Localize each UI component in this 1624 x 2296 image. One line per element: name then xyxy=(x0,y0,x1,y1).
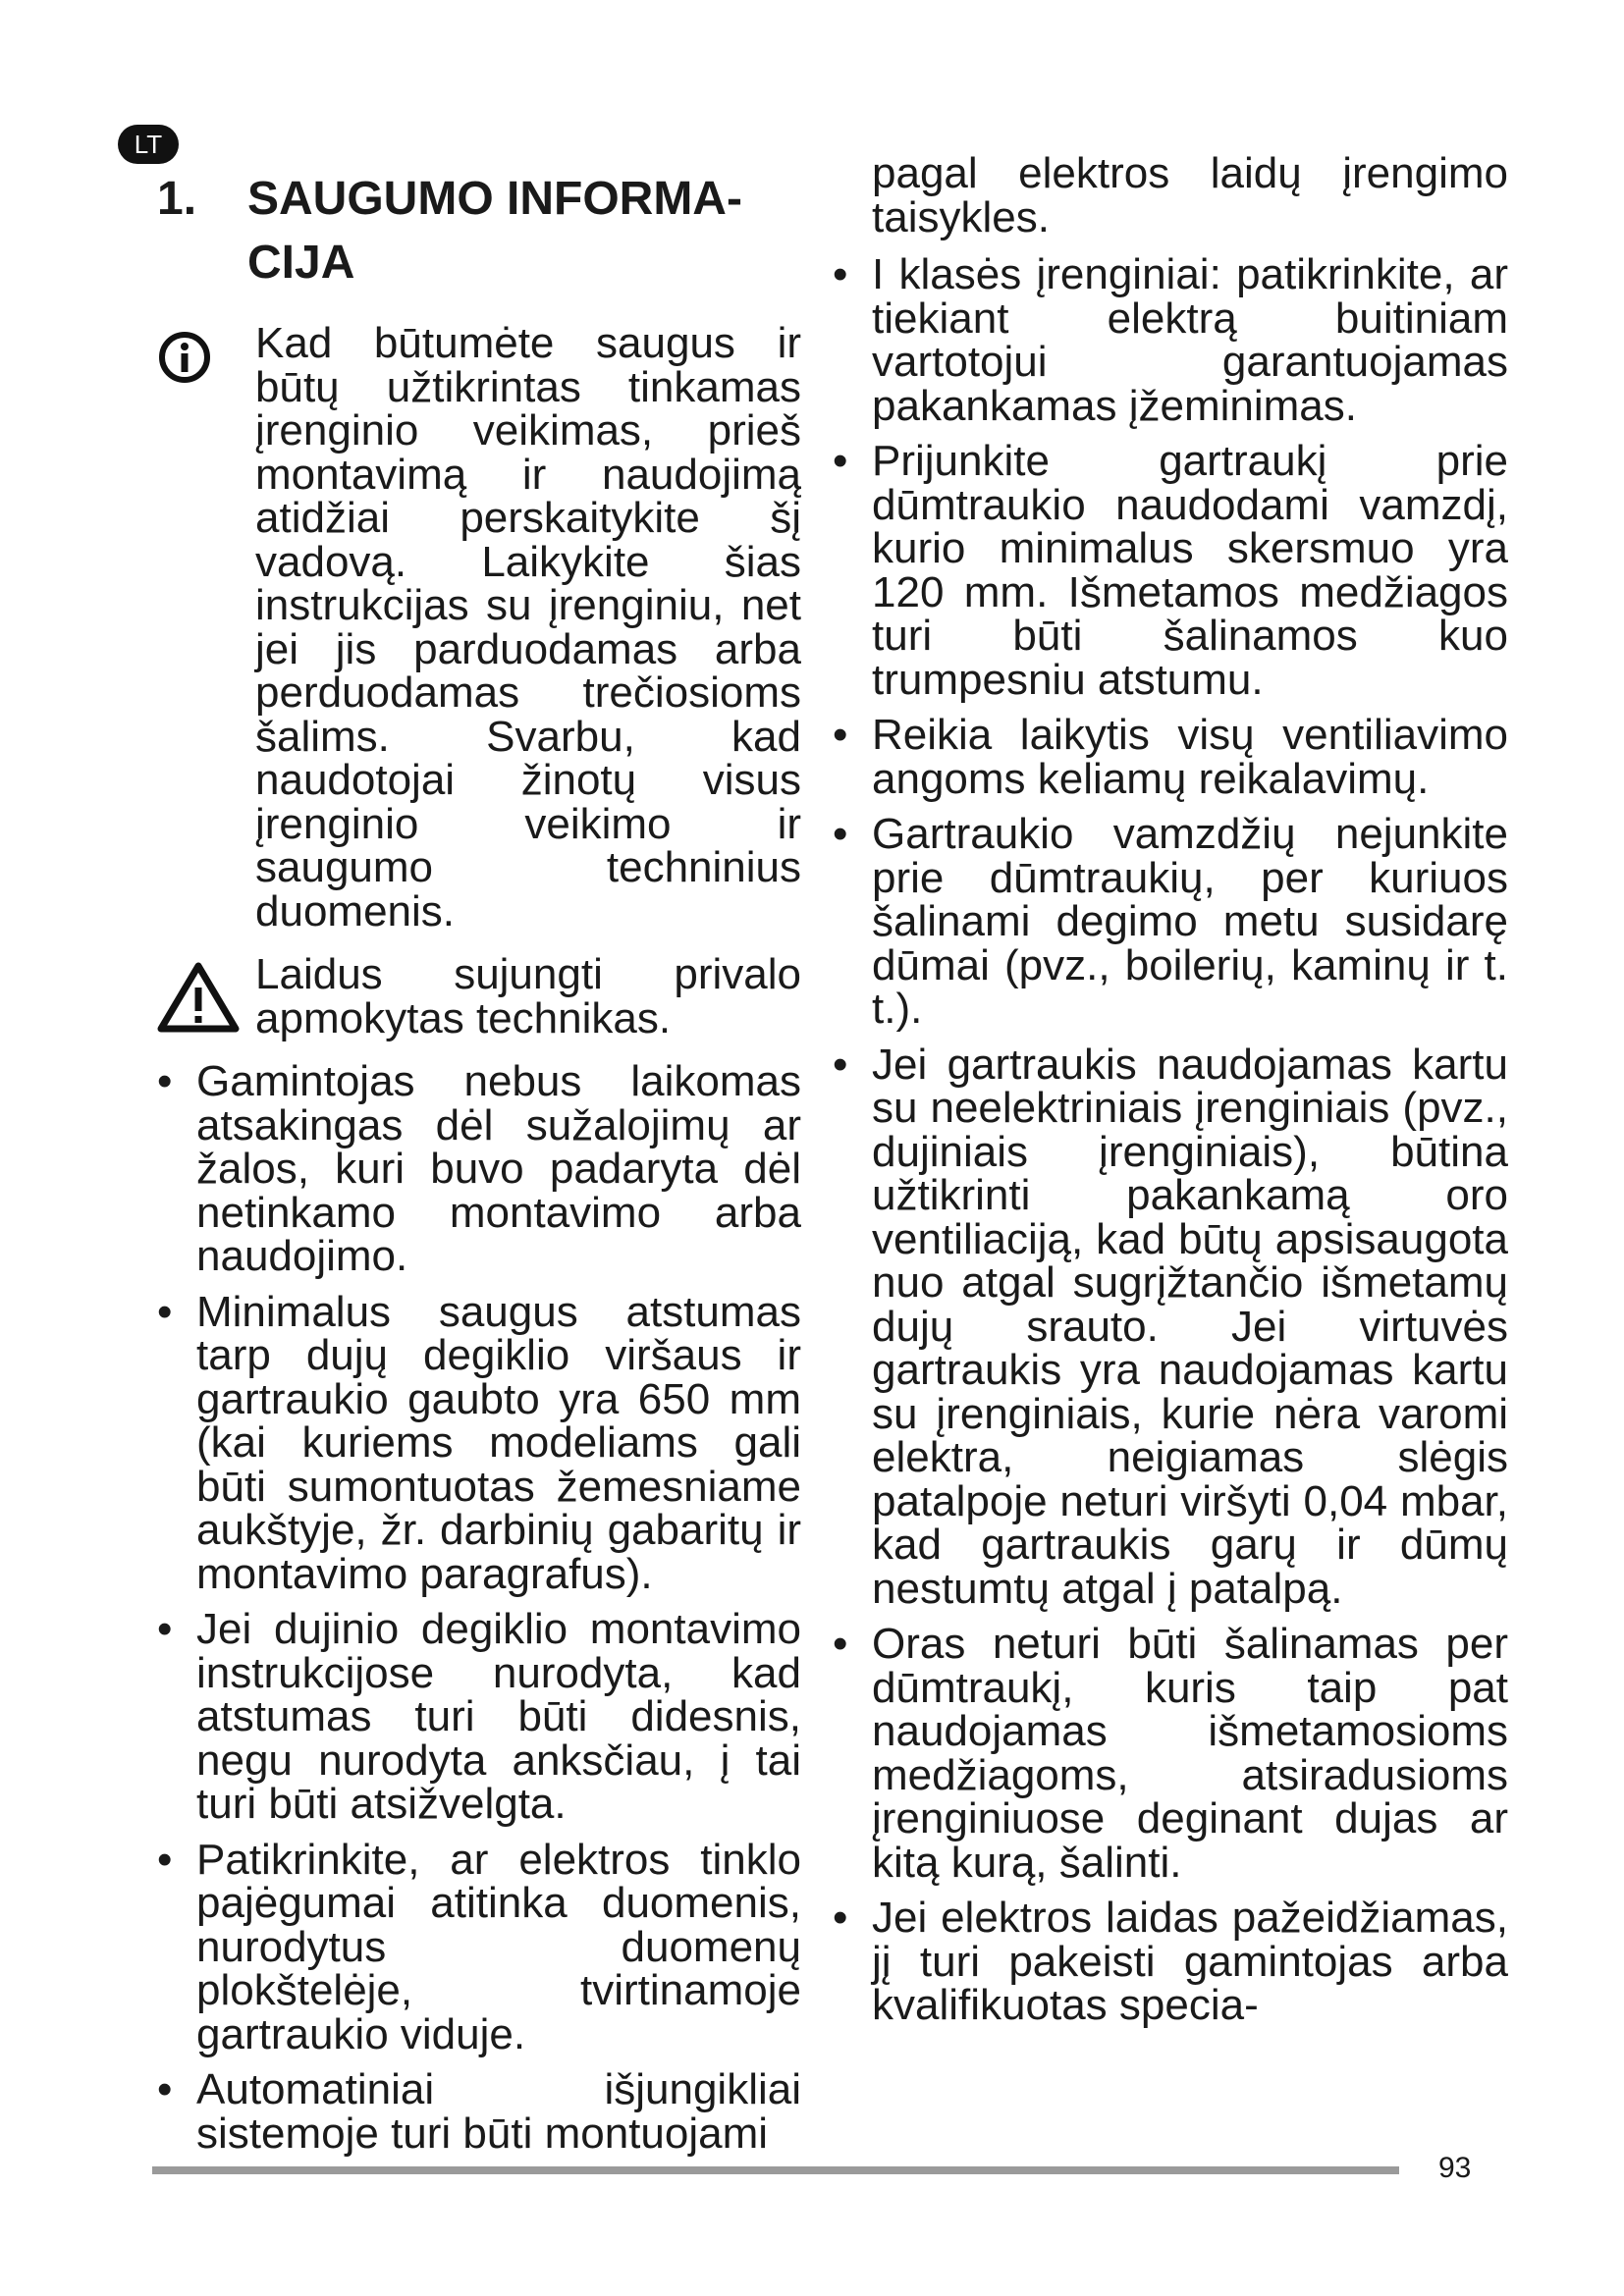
list-item: • I klasės įrenginiai: patikrinkite, ar tiekiant elektrą buitiniam vartotojui garantuojamas pakankamas įžeminimas. xyxy=(833,253,1508,428)
right-column xyxy=(833,149,1508,2040)
list-item: • Oras neturi būti šalinamas per dūmtraukį, kuris taip pat naudojamas išmetamosioms medžiagoms, atsiradusioms įrenginiuose deginant dujas ar kitą kurą, šalinti. xyxy=(833,1623,1508,1885)
warning-icon xyxy=(157,961,240,1042)
right-bullet-list xyxy=(833,250,1508,2029)
list-item: • Jei elektros laidas pažeidžiamas, jį turi pakeisti gamintojas arba kvalifikuotas specia- xyxy=(833,1896,1508,2028)
list-item: • Gartraukio vamzdžių nejunkite prie dūmtraukių, per kuriuos šalinami degimo metu susidarę dūmai (pvz., boilerių, kaminų ir t. t.). xyxy=(833,813,1508,1032)
section-title-line1: SAUGUMO INFORMA- xyxy=(247,173,742,225)
left-column xyxy=(157,167,801,2167)
list-item: • Jei gartraukis naudojamas kartu su neelektriniais įrenginiais (pvz., dujiniais įrenginiais), būtina užtikrinti pakankamą oro ventiliaciją, kad būtų apsisaugota nuo atgal sugrįžtančio išmetamų dujų srauto. Jei virtuvės gartraukis yra naudojamas kartu su įrenginiais, kurie nėra varomi elektra, neigiamas slėgis patalpoje neturi viršyti 0,04 mbar, kad gartraukis garų ir dūmų nestumtų atgal į patalpą. xyxy=(833,1043,1508,1612)
list-item: • Patikrinkite, ar elektros tinklo pajėgumai atitinka duomenis, nurodytus duomenų plokštelėje, tvirtinamoje gartraukio viduje. xyxy=(157,1839,801,2057)
section-title-line2: CIJA xyxy=(247,237,355,289)
list-item: • Gamintojas nebus laikomas atsakingas dėl sužalojimų ar žalos, kuri buvo padaryta dėl netinkamo montavimo arba naudojimo. xyxy=(157,1060,801,1279)
list-item: • Automatiniai išjungikliai sistemoje turi būti montuojami xyxy=(157,2068,801,2156)
section-title xyxy=(157,167,801,294)
warning-note xyxy=(157,950,801,1042)
language-badge: LT xyxy=(118,125,179,164)
page-number: 93 xyxy=(1438,2152,1472,2184)
list-item: • Reikia laikytis visų ventiliavimo angoms keliamų reikalavimų. xyxy=(833,714,1508,801)
info-note-text: Kad būtumėte saugus ir būtų užtikrintas tinkamas įrenginio veikimas, prieš montavimą ir naudojimą atidžiai perskaitykite šį vadovą. Laikykite šias instrukcijas su įrenginiu, net jei jis parduodamas arba perduodamas trečiosioms šalims. Svarbu, kad naudotojai žinotų visus įrenginio veikimo ir saugumo techninius duomenis. xyxy=(255,319,801,935)
continued-text: pagal elektros laidų įrengimo taisykles. xyxy=(872,149,1508,241)
footer-divider xyxy=(152,2166,1399,2174)
section-number: 1. xyxy=(157,173,197,225)
info-icon xyxy=(157,330,212,394)
list-item: • Prijunkite gartraukį prie dūmtraukio naudodami vamzdį, kurio minimalus skersmuo yra 120 mm. Išmetamos medžiagos turi būti šalinamos kuo trumpesniu atstumu. xyxy=(833,440,1508,702)
left-bullet-list xyxy=(157,1057,801,2158)
list-item: • Minimalus saugus atstumas tarp dujų degiklio viršaus ir gartraukio gaubto yra 650 mm (kai kuriems modeliams gali būti sumontuotas žemesniame aukštyje, žr. darbinių gabaritų ir montavimo paragrafus). xyxy=(157,1291,801,1597)
info-note xyxy=(157,319,801,935)
list-item: • Jei dujinio degiklio montavimo instrukcijose nurodyta, kad atstumas turi būti didesnis, negu nurodyta anksčiau, į tai turi būti atsižvelgta. xyxy=(157,1608,801,1827)
warning-note-text: Laidus sujungti privalo apmokytas technikas. xyxy=(255,950,801,1042)
